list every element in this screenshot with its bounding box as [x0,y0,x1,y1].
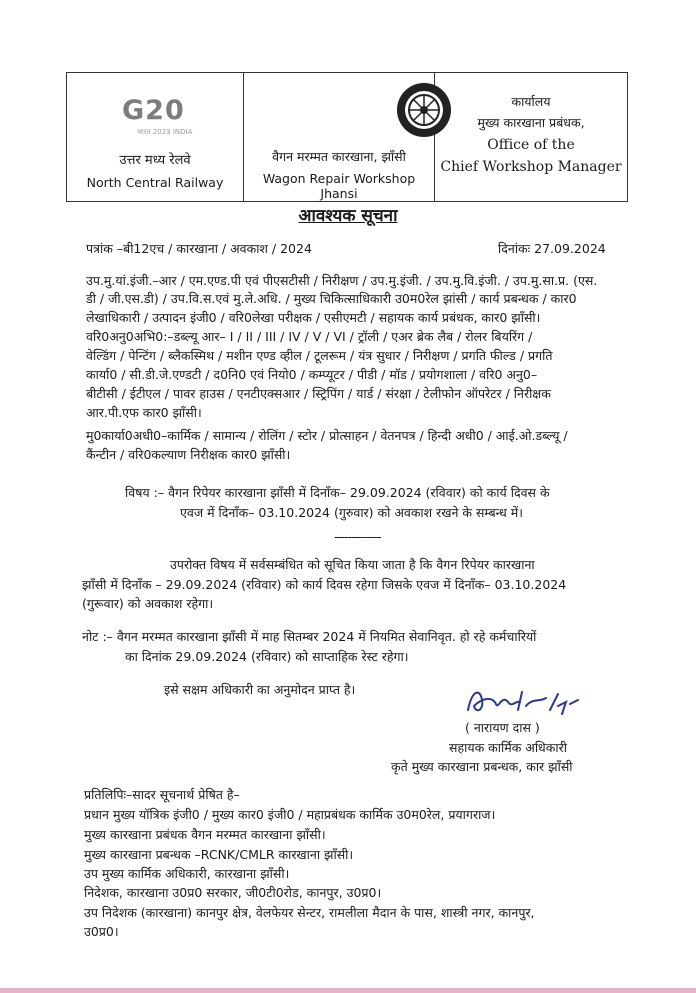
workshop-cell [244,73,435,201]
copy-to-line: प्रधान मुख्य यॉत्रिक इंजी0 / मुख्य कार0 इंजी0 / महाप्रबंधक कार्मिक उ0म0रेल, प्रयागराज। [84,807,496,822]
addressee-line: कैंन्टीन / वरि0कल्याण निरीक्षक कार0 झाँसी। [86,447,291,462]
g20-logo-subtext: भारत 2023 INDIA [137,128,193,136]
addressee-line: वेल्डिंग / पेन्टिंग / ब्लैकस्मिथ / मशीन एण्ड व्हील / टूलरूम / यंत्र सुधार / निरीक्षण / प्रगति फील्ड / प्रगति [86,348,553,363]
note-line: नोट :– वैगन मरम्मत कारखाना झाँसी में माह सितम्बर 2024 में नियमित सेवानिवृत. हो रहे कर्मचारियों [82,629,537,644]
copy-to-line: उप मुख्य कार्मिक अधिकारी, कारखाना झाँसी। [84,866,290,881]
letter-number: पत्रांक –बी12एच / कारखाना / अवकाश / 2024 [86,241,312,256]
subject-line: विषय :– वैगन रिपेयर कारखाना झाँसी में दिनाँक– 29.09.2024 (रविवार) को कार्य दिवस के [125,485,550,500]
addressee-line: डी / जी.एस.डी) / उप.वि.स.एवं मु.ले.अधि. / मुख्य चिकित्साधिकारी उ0म0रेल झांसी / कार्य प्रबन्धक / कार0 [86,291,577,306]
office-cell [435,73,627,201]
page-edge-strip [0,988,696,993]
subject-rule: -------------- [334,530,381,544]
signatory-on-behalf: कृते मुख्य कारखाना प्रबन्धक, कार झाँसी [391,759,573,774]
g20-logo [122,95,185,126]
addressee-line: मु0कार्या0अधी0–कार्मिक / सामान्य / रोलिंग / स्टोर / प्रोत्साहन / वेतनपत्र / हिन्दी अधी0 / आई.ओ.डब्ल्यू / [86,428,568,443]
letterhead [66,72,628,202]
railway-cell [67,73,244,201]
office-label-hindi: कार्यालय [511,94,551,109]
approval-statement: इसे सक्षम अधिकारी का अनुमोदन प्राप्त है। [164,682,356,697]
copy-to-line: उ0प्र0। [84,924,119,939]
workshop-name-hindi: वैगन मरम्मत कारखाना, झाँसी [272,149,406,164]
handwritten-signature [462,680,582,722]
workshop-name-english: Wagon Repair Workshop Jhansi [262,171,416,201]
note-line: का दिनांक 29.09.2024 (रविवार) को साप्ताहिक रेस्ट रहेगा। [125,649,409,664]
addressee-line: आर.पी.एफ कार0 झाँसी। [86,405,202,420]
addressee-line: कार्या0 / सी.डी.जे.एण्डटी / द0नि0 एवं नियो0 / कम्प्यूटर / पीडी / मॉड / प्रयोगशाला / वरि0 अनु0– [86,367,538,382]
letter-date: दिनांकः 27.09.2024 [498,241,606,256]
office-label-english: Office of the [487,137,575,153]
railway-name-english: North Central Railway [86,175,224,190]
copy-to-line: निदेशक, कारखाना उ0प्र0 सरकार, जी0टी0रोड, कानपुर, उ0प्र0। [84,885,382,900]
addressee-line: लेखाधिकारी / उत्पादन इंजी0 / वरि0लेखा परीक्षक / एसीएमटी / सहायक कार्य प्रबंधक, कार0 झाँसी। [86,310,541,325]
office-title-hindi: मुख्य कारखाना प्रबंधक, [477,115,585,130]
signatory-name: ( नारायण दास ) [465,720,540,735]
railway-name-hindi: उत्तर मध्य रेलवे [119,153,191,168]
copy-to-line: उप निदेशक (कारखाना) कानपुर क्षेत्र, वेलफेयर सेन्टर, रामलीला मैदान के पास, शास्त्री नगर, कानपुर, [84,905,535,920]
copy-to-heading: प्रतिलिपिः–सादर सूचनार्थ प्रेषित है– [84,787,240,802]
body-line: (गुरूवार) को अवकाश रहेगा। [82,596,214,611]
notice-title: आवश्यक सूचना [298,206,398,226]
copy-to-line: मुख्य कारखाना प्रबन्धक –RCNK/CMLR कारखाना झाँसी। [84,847,354,862]
copy-to-line: मुख्य कारखाना प्रबंधक वैगन मरम्मत कारखाना झाँसी। [84,827,326,842]
office-title-english: Chief Workshop Manager [440,159,622,175]
addressee-line: बीटीसी / ईटीएल / पावर हाउस / एनटीएक्सआर / स्ट्रिपिंग / यार्ड / संरक्षा / टेलीफोन ऑपरेटर / निरीक्षक [86,386,551,401]
addressee-line: उप.मु.यां.इंजी.–आर / एम.एण्ड.पी एवं पीएसटीसी / निरीक्षण / उप.मु.इंजी. / उप.मु.वि.इंजी. / उप.मु.सा.प्र. (एस. [86,273,598,288]
signatory-designation: सहायक कार्मिक अधिकारी [449,740,567,755]
addressee-line: वरि0अनु0अभि0:–डब्ल्यू आर– I / II / III / IV / V / VI / ट्रॉली / एअर ब्रेक लैब / रोलर बियरिंग / [86,329,533,344]
body-line: उपरोक्त विषय में सर्वसम्बंधित को सूचित किया जाता है कि वैगन रिपेयर कारखाना [170,557,535,572]
body-line: झाँसी में दिनाँक – 29.09.2024 (रविवार) को कार्य दिवस रहेगा जिसके एवज में दिनाँक– 03.10.2024 [82,577,567,592]
subject-line: एवज में दिनाँक– 03.10.2024 (गुरुवार) को अवकाश रखने के सम्बन्ध में। [180,505,523,520]
g20-logo-text: G20 [122,95,185,126]
